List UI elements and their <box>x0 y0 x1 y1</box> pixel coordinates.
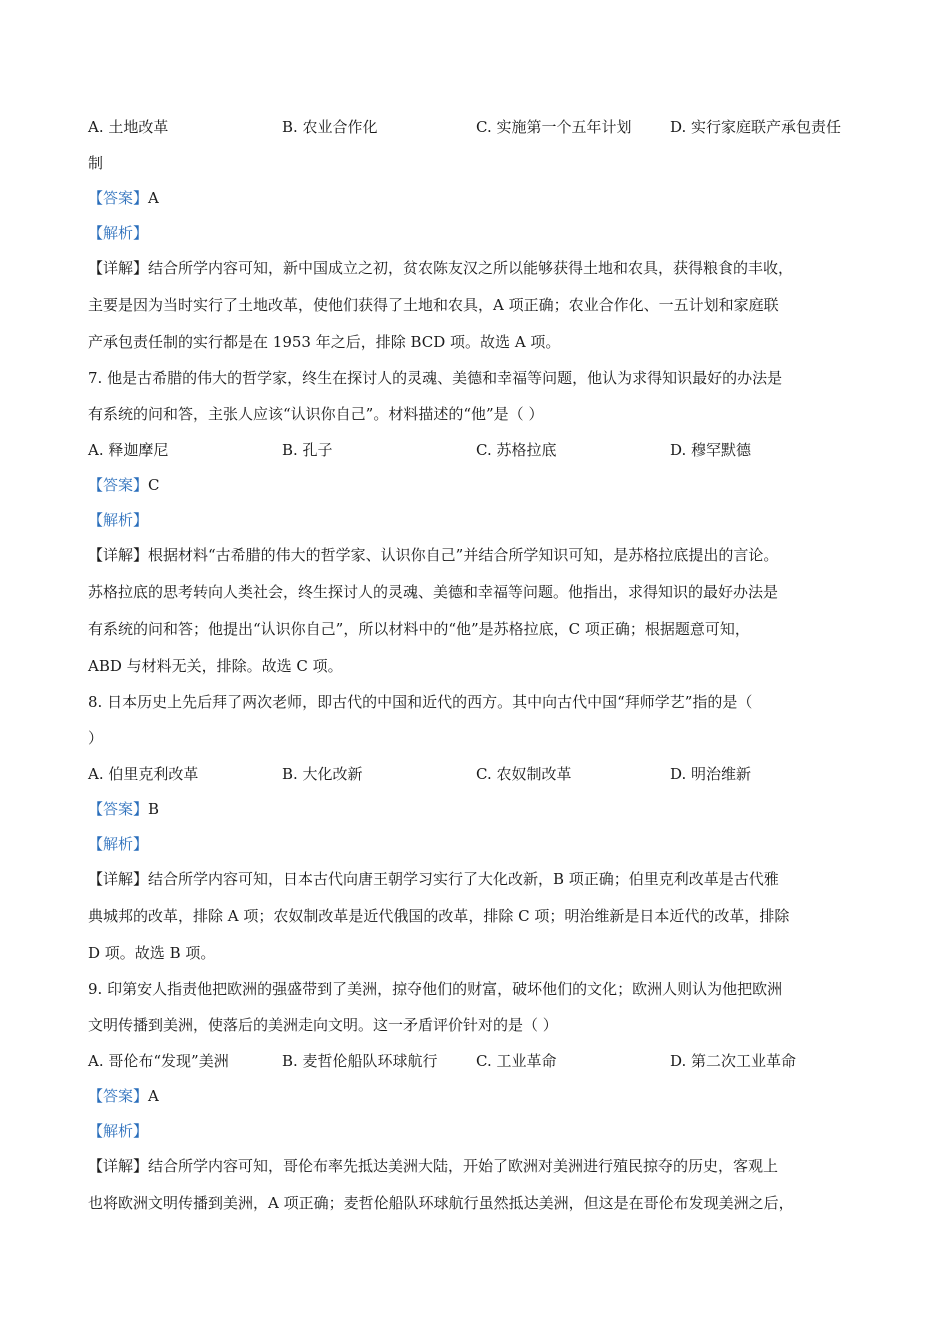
detail-text: 根据材料“古希腊的伟大的哲学家、认识你自己”并结合所学知识可知，是苏格拉底提出的言论。 <box>148 546 779 564</box>
q8-option-a: A. 伯里克利改革 <box>88 765 199 783</box>
q7-detail-line-1 <box>88 545 868 565</box>
answer-label: 【答案】 <box>88 1087 149 1105</box>
detail-label: 【详解】 <box>88 870 149 888</box>
q9-option-b: B. 麦哲伦船队环球航行 <box>282 1052 438 1070</box>
q9-analysis <box>88 1121 868 1141</box>
answer-label: 【答案】 <box>88 800 149 818</box>
q8-analysis <box>88 834 868 854</box>
q6-detail-line-1 <box>88 258 868 278</box>
q9-option-c: C. 工业革命 <box>476 1052 557 1070</box>
q8-stem-line-1: 8. 日本历史上先后拜了两次老师，即古代的中国和近代的西方。其中向古代中国“拜师学艺”指的是（ <box>88 693 753 711</box>
answer-value: A <box>148 189 159 207</box>
detail-text: 结合所学内容可知，日本古代向唐王朝学习实行了大化改新，B 项正确；伯里克利改革是古代雅 <box>148 870 779 888</box>
q8-detail-line-1 <box>88 869 868 889</box>
detail-label: 【详解】 <box>88 259 149 277</box>
q6-option-c: C. 实施第一个五年计划 <box>476 118 632 136</box>
q7-option-a: A. 释迦摩尼 <box>88 441 169 459</box>
q7-stem-line-1: 7. 他是古希腊的伟大的哲学家，终生在探讨人的灵魂、美德和幸福等问题，他认为求得知识最好的办法是 <box>88 369 783 387</box>
q6-analysis <box>88 223 868 243</box>
q6-option-a: A. 土地改革 <box>88 118 169 136</box>
analysis-label: 【解析】 <box>88 835 149 853</box>
q8-option-d: D. 明治维新 <box>670 765 752 783</box>
answer-value: B <box>148 800 160 818</box>
q8-detail-line-3: D 项。故选 B 项。 <box>88 944 216 962</box>
detail-text: 结合所学内容可知，哥伦布率先抵达美洲大陆，开始了欧洲对美洲进行殖民掠夺的历史，客观上 <box>148 1157 779 1175</box>
q6-detail-line-3: 产承包责任制的实行都是在 1953 年之后，排除 BCD 项。故选 A 项。 <box>88 333 561 351</box>
q9-detail-line-2: 也将欧洲文明传播到美洲，A 项正确；麦哲伦船队环球航行虽然抵达美洲，但这是在哥伦布发现美洲之后， <box>88 1194 794 1212</box>
q8-option-c: C. 农奴制改革 <box>476 765 572 783</box>
q8-option-b: B. 大化改新 <box>282 765 363 783</box>
q7-option-c: C. 苏格拉底 <box>476 441 557 459</box>
detail-label: 【详解】 <box>88 1157 149 1175</box>
answer-value: A <box>148 1087 159 1105</box>
q9-stem-line-1: 9. 印第安人指责他把欧洲的强盛带到了美洲，掠夺他们的财富，破坏他们的文化；欧洲人则认为他把欧洲 <box>88 980 783 998</box>
analysis-label: 【解析】 <box>88 1122 149 1140</box>
q9-option-d: D. 第二次工业革命 <box>670 1052 797 1070</box>
q7-detail-line-4: ABD 与材料无关，排除。故选 C 项。 <box>88 657 343 675</box>
q8-detail-line-2: 典城邦的改革，排除 A 项；农奴制改革是近代俄国的改革，排除 C 项；明治维新是日本近代的改革，排除 <box>88 907 790 925</box>
answer-label: 【答案】 <box>88 189 149 207</box>
q7-stem-line-2: 有系统的问和答，主张人应该“认识你自己”。材料描述的“他”是（ ） <box>88 405 544 423</box>
q9-option-a: A. 哥伦布“发现”美洲 <box>88 1052 229 1070</box>
q6-answer <box>88 188 868 208</box>
q8-answer <box>88 799 868 819</box>
q6-option-b: B. 农业合作化 <box>282 118 378 136</box>
answer-label: 【答案】 <box>88 476 149 494</box>
q7-analysis <box>88 510 868 530</box>
analysis-label: 【解析】 <box>88 224 149 242</box>
q9-stem-line-2: 文明传播到美洲，使落后的美洲走向文明。这一矛盾评价针对的是（ ） <box>88 1016 558 1034</box>
q7-detail-line-2: 苏格拉底的思考转向人类社会，终生探讨人的灵魂、美德和幸福等问题。他指出，求得知识的最好办法是 <box>88 583 779 601</box>
q6-option-d-wrap: 制 <box>88 154 104 172</box>
q8-stem-line-2: ） <box>88 729 104 747</box>
q7-option-d: D. 穆罕默德 <box>670 441 752 459</box>
q7-detail-line-3: 有系统的问和答；他提出“认识你自己”，所以材料中的“他”是苏格拉底，C 项正确；根据题意可知， <box>88 620 750 638</box>
analysis-label: 【解析】 <box>88 511 149 529</box>
q9-answer <box>88 1086 868 1106</box>
answer-value: C <box>148 476 160 494</box>
q7-answer <box>88 475 868 495</box>
q7-option-b: B. 孔子 <box>282 441 333 459</box>
detail-label: 【详解】 <box>88 546 149 564</box>
q6-detail-line-2: 主要是因为当时实行了土地改革，使他们获得了土地和农具，A 项正确；农业合作化、一五计划和家庭联 <box>88 296 779 314</box>
detail-text: 结合所学内容可知，新中国成立之初，贫农陈友汉之所以能够获得土地和农具，获得粮食的丰收， <box>148 259 794 277</box>
q9-detail-line-1 <box>88 1156 868 1176</box>
q6-option-d: D. 实行家庭联产承包责任 <box>670 118 842 136</box>
